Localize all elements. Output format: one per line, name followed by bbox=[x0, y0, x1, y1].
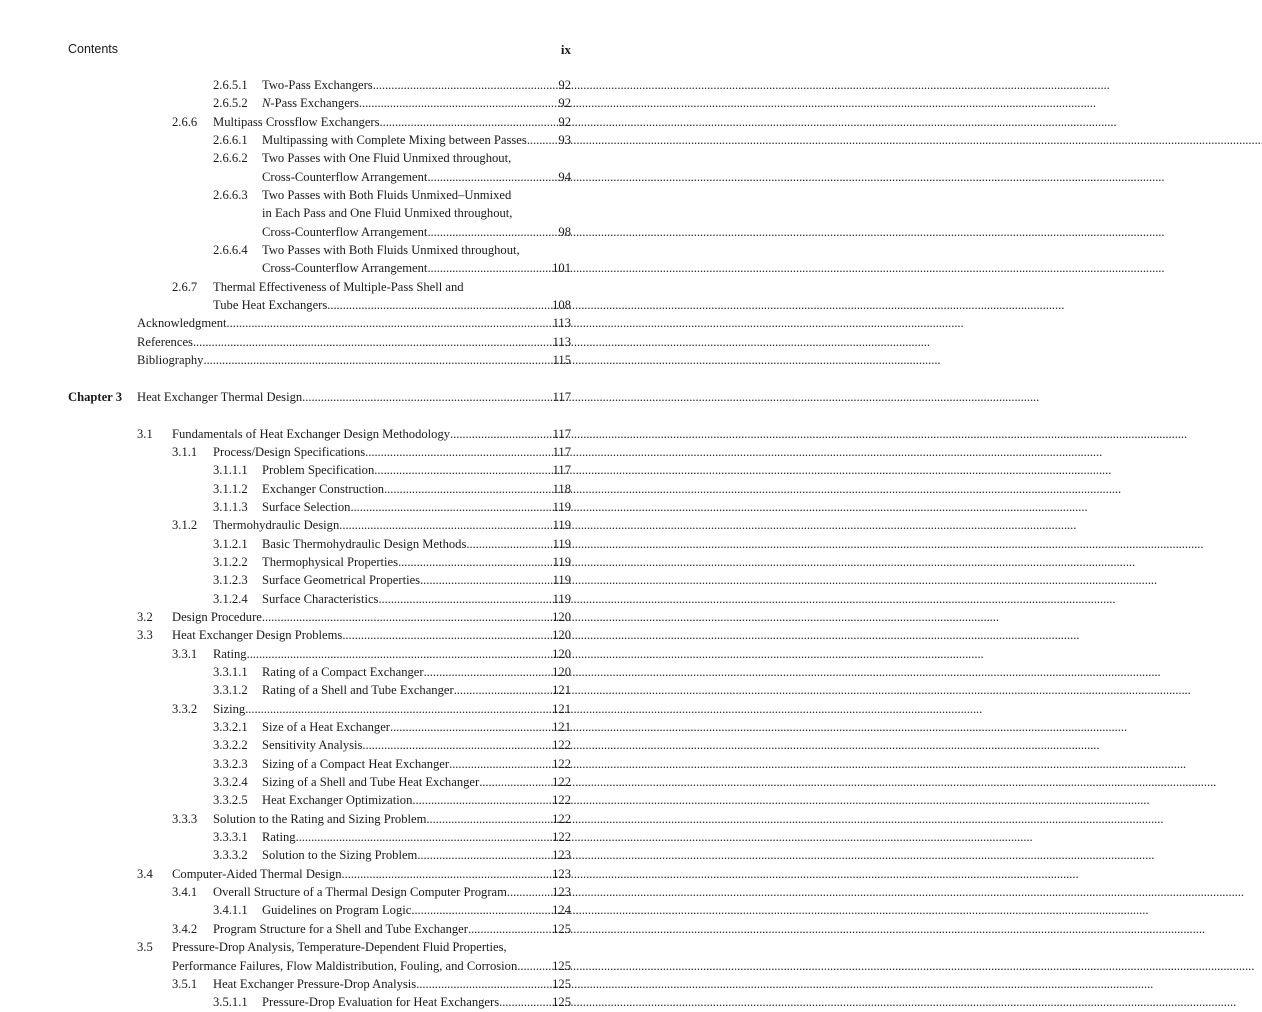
toc-entry bbox=[0, 498, 638, 516]
section-title[interactable]: Cross-Counterflow Arrangement bbox=[262, 169, 428, 184]
toc-entry bbox=[0, 131, 638, 149]
page-ref[interactable]: 119 bbox=[552, 573, 571, 588]
page-ref[interactable]: 119 bbox=[552, 499, 571, 514]
page-ref[interactable]: 123 bbox=[552, 885, 571, 900]
section-title[interactable]: Pressure-Drop Analysis, Temperature-Dependent Fluid Properties, bbox=[172, 940, 507, 955]
section-title[interactable]: Fundamentals of Heat Exchanger Design Methodology bbox=[172, 426, 451, 441]
page-ref[interactable]: 93 bbox=[558, 133, 571, 148]
section-number: 3.5.1 bbox=[172, 976, 198, 991]
section-title[interactable]: Rating bbox=[213, 646, 247, 661]
page-ref[interactable]: 113 bbox=[552, 334, 571, 349]
page-ref[interactable]: 117 bbox=[552, 426, 571, 441]
page-ref[interactable]: 98 bbox=[558, 224, 571, 239]
toc-entry bbox=[0, 186, 638, 204]
section-number: 3.1.1.1 bbox=[213, 463, 248, 478]
leader-dots bbox=[412, 791, 551, 809]
section-number: 3.1.1.3 bbox=[213, 499, 248, 514]
leader-dots bbox=[342, 865, 552, 883]
page-ref[interactable]: 108 bbox=[552, 298, 571, 313]
section-title[interactable]: Two-Pass Exchangers bbox=[262, 78, 373, 92]
toc-entry bbox=[0, 204, 638, 222]
leader-dots bbox=[468, 920, 551, 938]
leader-dots bbox=[466, 535, 551, 553]
section-number: 3.4.1 bbox=[172, 885, 198, 900]
leader-dots bbox=[454, 681, 551, 699]
section-number: 2.6.5.2 bbox=[213, 96, 248, 111]
section-number: 3.3.3.2 bbox=[213, 848, 248, 863]
section-title[interactable]: N-Pass Exchangers bbox=[262, 96, 359, 111]
toc-entry bbox=[0, 920, 638, 938]
section-title[interactable]: Two Passes with Both Fluids Unmixed–Unmixed bbox=[262, 188, 512, 203]
page-ref[interactable]: 125 bbox=[552, 958, 571, 973]
leader-dots bbox=[416, 975, 551, 993]
toc-entry bbox=[0, 663, 638, 681]
toc-entry bbox=[0, 149, 638, 167]
leader-dots bbox=[384, 480, 552, 498]
section-number: 3.1.2.2 bbox=[213, 554, 248, 569]
page-ref[interactable]: 122 bbox=[552, 756, 571, 771]
leader-dots bbox=[449, 755, 551, 773]
page-ref[interactable]: 125 bbox=[552, 921, 571, 936]
toc-entry bbox=[0, 94, 638, 112]
toc-entry bbox=[0, 608, 638, 626]
section-number: 3.4.1.1 bbox=[213, 903, 248, 918]
section-number: 3.2 bbox=[137, 609, 153, 624]
toc-entry bbox=[0, 516, 638, 534]
section-title[interactable]: Cross-Counterflow Arrangement bbox=[262, 224, 428, 239]
page-ref[interactable]: 117 bbox=[552, 389, 571, 404]
leader-dots bbox=[296, 828, 552, 846]
section-title[interactable]: Thermal Effectiveness of Multiple-Pass Shell and bbox=[213, 279, 464, 294]
section-title[interactable]: Basic Thermohydraulic Design Methods bbox=[262, 536, 467, 551]
page-ref[interactable]: 119 bbox=[552, 591, 571, 606]
section-number: 3.3.1 bbox=[172, 646, 198, 661]
section-number: 3.3.2.5 bbox=[213, 793, 248, 808]
section-title[interactable]: Thermophysical Properties bbox=[262, 554, 399, 569]
leader-dots bbox=[227, 314, 552, 332]
leader-dots bbox=[427, 223, 557, 241]
section-title[interactable]: Surface Geometrical Properties bbox=[262, 573, 421, 588]
toc-entry bbox=[0, 645, 638, 663]
section-number: 3.3.2.3 bbox=[213, 756, 248, 771]
leader-dots bbox=[427, 259, 551, 277]
toc-entry bbox=[0, 846, 638, 864]
toc-entry bbox=[0, 883, 638, 901]
toc-entry bbox=[0, 681, 638, 699]
section-title[interactable]: Heat Exchanger Optimization bbox=[262, 793, 413, 808]
section-title[interactable]: Design Procedure bbox=[172, 609, 262, 624]
page-ref[interactable]: 94 bbox=[558, 169, 571, 184]
section-title[interactable]: Acknowledgment bbox=[137, 316, 227, 331]
section-title[interactable]: Rating of a Compact Exchanger bbox=[262, 665, 424, 679]
section-number: 3.3 bbox=[137, 628, 153, 643]
section-number: 3.1.1 bbox=[172, 444, 198, 459]
section-title[interactable]: Surface Selection bbox=[262, 499, 351, 514]
leader-dots bbox=[362, 736, 551, 754]
leader-dots bbox=[507, 883, 551, 901]
section-number: 3.5 bbox=[137, 940, 153, 955]
section-title[interactable]: Sizing bbox=[213, 701, 246, 716]
page-ref[interactable]: 92 bbox=[558, 114, 571, 129]
toc-entry bbox=[0, 223, 638, 241]
page-ref[interactable]: 117 bbox=[552, 463, 571, 478]
leader-dots bbox=[424, 663, 552, 681]
toc-entry bbox=[0, 278, 638, 296]
section-number: 3.1.2.1 bbox=[213, 536, 248, 551]
section-title[interactable]: Size of a Heat Exchanger bbox=[262, 720, 390, 735]
section-title[interactable]: Computer-Aided Thermal Design bbox=[172, 866, 342, 881]
page-ref[interactable]: 120 bbox=[552, 609, 571, 624]
toc-entry bbox=[0, 901, 638, 919]
page-ref[interactable]: 122 bbox=[552, 775, 571, 790]
leader-dots bbox=[359, 94, 558, 112]
section-number: 3.3.3.1 bbox=[213, 830, 248, 845]
leader-dots bbox=[302, 388, 551, 406]
toc-entry bbox=[0, 993, 638, 1011]
leader-dots bbox=[450, 425, 552, 443]
toc-entry bbox=[0, 388, 638, 406]
section-number: 3.4 bbox=[137, 866, 153, 881]
section-number: 2.6.6 bbox=[172, 114, 198, 129]
toc-entry bbox=[0, 626, 638, 644]
page-ref[interactable]: 121 bbox=[552, 720, 571, 735]
section-number: 3.4.2 bbox=[172, 921, 198, 936]
toc-entry bbox=[0, 425, 638, 443]
page-ref[interactable]: 113 bbox=[552, 316, 571, 331]
toc-entry bbox=[0, 718, 638, 736]
page-ref[interactable]: 120 bbox=[552, 628, 571, 643]
section-number: 2.6.6.3 bbox=[213, 188, 248, 203]
toc-spacer bbox=[0, 406, 638, 424]
section-title[interactable]: Program Structure for a Shell and Tube Exchanger bbox=[213, 921, 468, 936]
leader-dots bbox=[426, 810, 551, 828]
section-title[interactable]: Solution to the Sizing Problem bbox=[262, 848, 418, 863]
running-header-title: Contents bbox=[68, 42, 119, 56]
leader-dots bbox=[203, 351, 551, 369]
page-ref[interactable]: 119 bbox=[552, 536, 571, 551]
page-number: ix bbox=[560, 42, 571, 57]
page-ref[interactable]: 122 bbox=[552, 738, 571, 753]
toc-entry bbox=[0, 480, 638, 498]
section-title[interactable]: Rating bbox=[262, 830, 296, 845]
page-ref[interactable]: 122 bbox=[552, 793, 571, 808]
page-ref[interactable]: 122 bbox=[552, 830, 571, 845]
section-title[interactable]: Two Passes with One Fluid Unmixed throughout, bbox=[262, 151, 512, 166]
toc-entry bbox=[0, 700, 638, 718]
section-number: 2.6.5.1 bbox=[213, 78, 248, 92]
section-title[interactable]: Thermohydraulic Design bbox=[213, 518, 340, 533]
leader-dots bbox=[499, 993, 551, 1011]
section-number: 3.1.2 bbox=[172, 518, 198, 533]
section-title[interactable]: Pressure-Drop Evaluation for Heat Exchangers bbox=[262, 995, 500, 1010]
toc-entry bbox=[0, 773, 638, 791]
leader-dots bbox=[420, 571, 552, 589]
section-title[interactable]: Sensitivity Analysis bbox=[262, 738, 363, 753]
leader-dots bbox=[411, 901, 551, 919]
toc-entry bbox=[0, 333, 638, 351]
section-number: 3.1.2.3 bbox=[213, 573, 248, 588]
page-ref[interactable]: 118 bbox=[552, 481, 571, 496]
section-title[interactable]: Multipassing with Complete Mixing between Passes bbox=[262, 133, 527, 148]
page-ref[interactable]: 121 bbox=[552, 683, 571, 698]
page-ref[interactable]: 101 bbox=[552, 261, 571, 276]
section-title[interactable]: References bbox=[137, 334, 193, 349]
section-title[interactable]: Heat Exchanger Design Problems bbox=[172, 628, 343, 643]
section-title[interactable]: Bibliography bbox=[137, 353, 204, 368]
section-title[interactable]: Cross-Counterflow Arrangement bbox=[262, 261, 428, 276]
page-ref[interactable]: 115 bbox=[552, 353, 571, 368]
section-title[interactable]: Heat Exchanger Thermal Design bbox=[137, 389, 303, 404]
section-number: 3.3.2.4 bbox=[213, 775, 248, 790]
section-number: 3.5.1.1 bbox=[213, 995, 248, 1010]
leader-dots bbox=[262, 608, 551, 626]
page-ref[interactable]: 119 bbox=[552, 518, 571, 533]
page-ref[interactable]: 125 bbox=[552, 976, 571, 991]
page-ref[interactable]: 117 bbox=[552, 444, 571, 459]
section-title[interactable]: Process/Design Specifications bbox=[213, 444, 366, 459]
leader-dots bbox=[342, 626, 551, 644]
section-title[interactable]: Sizing of a Compact Heat Exchanger bbox=[262, 756, 450, 771]
leader-dots bbox=[327, 296, 551, 314]
toc-entry bbox=[0, 351, 638, 369]
section-number: 2.6.6.2 bbox=[213, 151, 248, 166]
toc-entry bbox=[0, 314, 638, 332]
leader-dots bbox=[417, 846, 551, 864]
section-title[interactable]: Solution to the Rating and Sizing Problem bbox=[213, 811, 427, 826]
page-ref[interactable]: 92 bbox=[558, 96, 571, 111]
leader-dots bbox=[398, 553, 552, 571]
section-number: 3.1 bbox=[137, 426, 153, 441]
leader-dots bbox=[527, 131, 558, 149]
toc-spacer bbox=[0, 370, 638, 388]
section-number: 3.3.1.1 bbox=[213, 665, 248, 679]
toc-entry bbox=[0, 938, 638, 956]
section-title[interactable]: Problem Specification bbox=[262, 463, 375, 478]
section-title[interactable]: Guidelines on Program Logic bbox=[262, 903, 412, 918]
leader-dots bbox=[365, 443, 551, 461]
toc-entry bbox=[0, 810, 638, 828]
section-title[interactable]: Sizing of a Shell and Tube Heat Exchanger bbox=[262, 775, 480, 790]
page-ref[interactable]: 92 bbox=[558, 78, 571, 92]
table-of-contents bbox=[0, 76, 638, 1012]
page-ref[interactable]: 123 bbox=[552, 866, 571, 881]
leader-dots bbox=[390, 718, 551, 736]
section-number: 2.6.6.4 bbox=[213, 243, 248, 258]
leader-dots bbox=[380, 113, 558, 131]
section-title[interactable]: Tube Heat Exchangers bbox=[213, 298, 328, 313]
toc-entry bbox=[0, 461, 638, 479]
section-number: 3.3.2.2 bbox=[213, 738, 248, 753]
page-ref[interactable]: 124 bbox=[552, 903, 571, 918]
toc-entry bbox=[0, 553, 638, 571]
toc-entry bbox=[0, 755, 638, 773]
section-number: 3.1.2.4 bbox=[213, 591, 248, 606]
leader-dots bbox=[247, 645, 552, 663]
leader-dots bbox=[517, 957, 551, 975]
toc-entry bbox=[0, 168, 638, 186]
toc-entry bbox=[0, 975, 638, 993]
page-ref[interactable]: 122 bbox=[552, 811, 571, 826]
page-ref[interactable]: 120 bbox=[552, 665, 571, 679]
page-ref[interactable]: 123 bbox=[552, 848, 571, 863]
toc-entry bbox=[0, 957, 638, 975]
section-title[interactable]: Heat Exchanger Pressure-Drop Analysis bbox=[213, 976, 417, 991]
leader-dots bbox=[374, 461, 551, 479]
page-ref[interactable]: 121 bbox=[552, 701, 571, 716]
section-number: 2.6.6.1 bbox=[213, 133, 248, 148]
leader-dots bbox=[479, 773, 551, 791]
toc-entry bbox=[0, 259, 638, 277]
toc-entry bbox=[0, 113, 638, 131]
page-ref[interactable]: 119 bbox=[552, 554, 571, 569]
leader-dots bbox=[378, 590, 551, 608]
chapter-label: Chapter 3 bbox=[68, 389, 122, 404]
toc-entry bbox=[0, 443, 638, 461]
section-number: 3.3.3 bbox=[172, 811, 198, 826]
section-number: 2.6.7 bbox=[172, 279, 198, 294]
toc-entry bbox=[0, 76, 638, 94]
section-title[interactable]: Multipass Crossflow Exchangers bbox=[213, 114, 380, 129]
leader-dots bbox=[427, 168, 557, 186]
section-number: 3.3.2 bbox=[172, 701, 198, 716]
leader-dots bbox=[193, 333, 552, 351]
toc-entry bbox=[0, 296, 638, 314]
section-title[interactable]: Two Passes with Both Fluids Unmixed throughout, bbox=[262, 243, 520, 258]
section-title[interactable]: Performance Failures, Flow Maldistribution, Fouling, and Corrosion bbox=[172, 958, 518, 973]
toc-entry bbox=[0, 736, 638, 754]
leader-dots bbox=[373, 76, 558, 94]
toc-entry bbox=[0, 241, 638, 259]
section-title[interactable]: Exchanger Construction bbox=[262, 481, 385, 496]
section-number: 3.1.1.2 bbox=[213, 481, 248, 496]
toc-entry bbox=[0, 571, 638, 589]
toc-entry bbox=[0, 865, 638, 883]
page-ref[interactable]: 125 bbox=[552, 995, 571, 1010]
toc-entry bbox=[0, 590, 638, 608]
section-title[interactable]: Surface Characteristics bbox=[262, 591, 379, 606]
leader-dots bbox=[245, 700, 551, 718]
section-title[interactable]: Rating of a Shell and Tube Exchanger bbox=[262, 683, 454, 698]
leader-dots bbox=[339, 516, 551, 534]
section-title[interactable]: Overall Structure of a Thermal Design Computer Program bbox=[213, 885, 507, 900]
section-number: 3.3.1.2 bbox=[213, 683, 248, 698]
toc-entry bbox=[0, 791, 638, 809]
section-title[interactable]: in Each Pass and One Fluid Unmixed throughout, bbox=[262, 206, 513, 221]
toc-entry bbox=[0, 535, 638, 553]
page-ref[interactable]: 120 bbox=[552, 646, 571, 661]
section-number: 3.3.2.1 bbox=[213, 720, 248, 735]
leader-dots bbox=[350, 498, 551, 516]
toc-entry bbox=[0, 828, 638, 846]
